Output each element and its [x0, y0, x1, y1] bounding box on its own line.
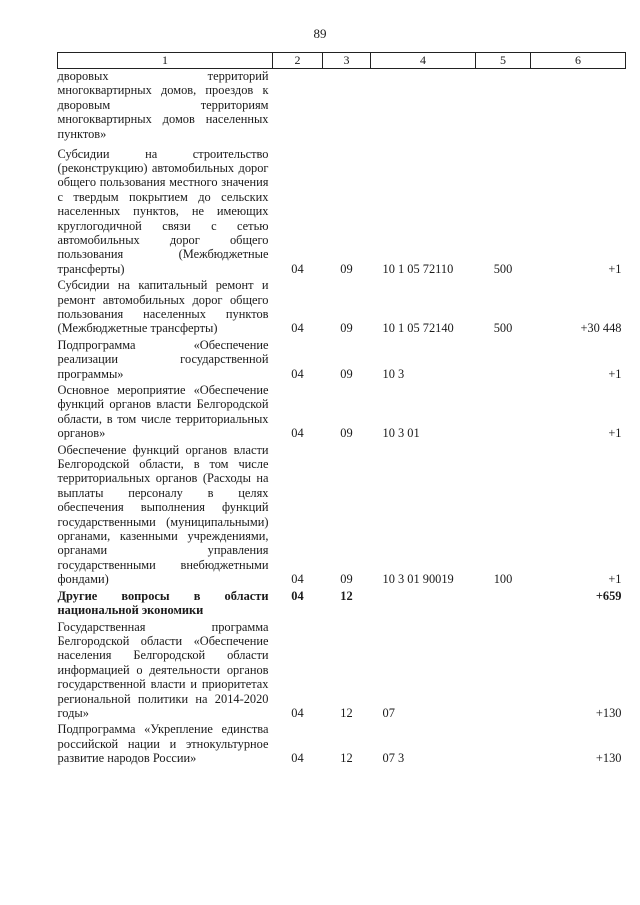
row-vr: 100 [493, 572, 513, 587]
row-sum: +1 [608, 572, 622, 587]
row-rz: 04 [291, 366, 304, 381]
table-body [58, 69, 626, 768]
row-pr: 12 [340, 751, 353, 766]
table-header [58, 53, 626, 69]
row-name: Субсидии на капитальный ремонт и ремонт автомобильных дорог общего пользования населенных пунктов (Межбюджетные трансферты) [57, 278, 269, 336]
row-csr: 10 3 [382, 366, 405, 381]
row-csr [371, 589, 476, 620]
table-row [58, 338, 626, 383]
row-name: Подпрограмма «Укрепление единства российской нации и этнокультурное развитие народов России» [57, 722, 269, 766]
row-sum: +1 [608, 426, 622, 441]
row-rz: 04 [291, 426, 304, 441]
row-csr: 10 1 05 72140 [382, 321, 454, 336]
row-csr [371, 69, 476, 147]
header-col-5: 5 [476, 53, 531, 69]
header-col-1: 1 [58, 53, 273, 69]
row-vr [476, 620, 531, 723]
row-name: Основное мероприятие «Обеспечение функций органов власти Белгородской области, в том числе территориальных органов» [57, 383, 269, 441]
row-vr: 500 [493, 261, 513, 276]
header-col-4: 4 [371, 53, 476, 69]
row-pr: 12 [340, 588, 353, 603]
row-sum: +130 [595, 751, 622, 766]
row-pr: 09 [340, 426, 353, 441]
row-sum: +1 [608, 366, 622, 381]
row-name: дворовых территорий многоквартирных домов, проездов к дворовым территориям многоквартирных домов населенных пунктов» [57, 69, 269, 141]
budget-table [57, 52, 626, 768]
row-rz [273, 69, 323, 147]
table-row [58, 620, 626, 723]
row-name: Обеспечение функций органов власти Белгородской области, в том числе территориальных органов (Расходы на выплаты персоналу в целях обеспечения выполнения функций государственными (муниципальными) органами, казенными учреждениями, органами управления государственными внебюджетными фондами) [57, 442, 269, 587]
row-rz: 04 [291, 705, 304, 720]
table-row [58, 147, 626, 279]
row-pr: 09 [340, 261, 353, 276]
row-rz: 04 [291, 588, 304, 603]
header-col-3: 3 [323, 53, 371, 69]
row-pr: 12 [340, 705, 353, 720]
row-csr: 10 1 05 72110 [382, 261, 454, 276]
row-vr [476, 589, 531, 620]
budget-table-container [57, 52, 625, 768]
row-pr: 09 [340, 572, 353, 587]
row-vr [476, 338, 531, 383]
row-pr: 09 [340, 366, 353, 381]
table-row [58, 278, 626, 338]
row-vr [476, 69, 531, 147]
table-row [58, 722, 626, 767]
row-rz: 04 [291, 261, 304, 276]
page-number: 89 [313, 26, 327, 41]
table-row [58, 69, 626, 147]
row-sum: +1 [608, 261, 622, 276]
row-rz: 04 [291, 321, 304, 336]
row-name: Подпрограмма «Обеспечение реализации государственной программы» [57, 337, 269, 381]
row-pr [323, 69, 371, 147]
row-sum: +659 [595, 588, 622, 603]
row-csr: 07 3 [382, 751, 405, 766]
row-name: Субсидии на строительство (реконструкцию) автомобильных дорог общего пользования местного значения с твердым покрытием до сельских населенных пунктов, не имеющих круглогодичной связи с сетью автомобильных дорог общего пользования (Межбюджетные трансферты) [57, 146, 269, 276]
header-col-2: 2 [273, 53, 323, 69]
header-col-6: 6 [531, 53, 626, 69]
row-name: Другие вопросы в области национальной экономики [57, 588, 269, 618]
row-vr [476, 383, 531, 443]
table-row [58, 383, 626, 443]
table-row-section [58, 589, 626, 620]
row-name: Государственная программа Белгородской области «Обеспечение населения Белгородской области информацией о деятельности органов государственной власти и приоритетах региональной политики на 2014-2020 годы» [57, 619, 269, 720]
table-row [58, 443, 626, 589]
row-rz: 04 [291, 572, 304, 587]
row-vr [476, 722, 531, 767]
row-csr: 07 [382, 705, 395, 720]
row-rz: 04 [291, 751, 304, 766]
row-sum: +30 448 [580, 321, 622, 336]
row-pr: 09 [340, 321, 353, 336]
row-sum [531, 69, 626, 147]
row-vr: 500 [493, 321, 513, 336]
row-csr: 10 3 01 [382, 426, 420, 441]
row-sum: +130 [595, 705, 622, 720]
row-csr: 10 3 01 90019 [382, 572, 454, 587]
